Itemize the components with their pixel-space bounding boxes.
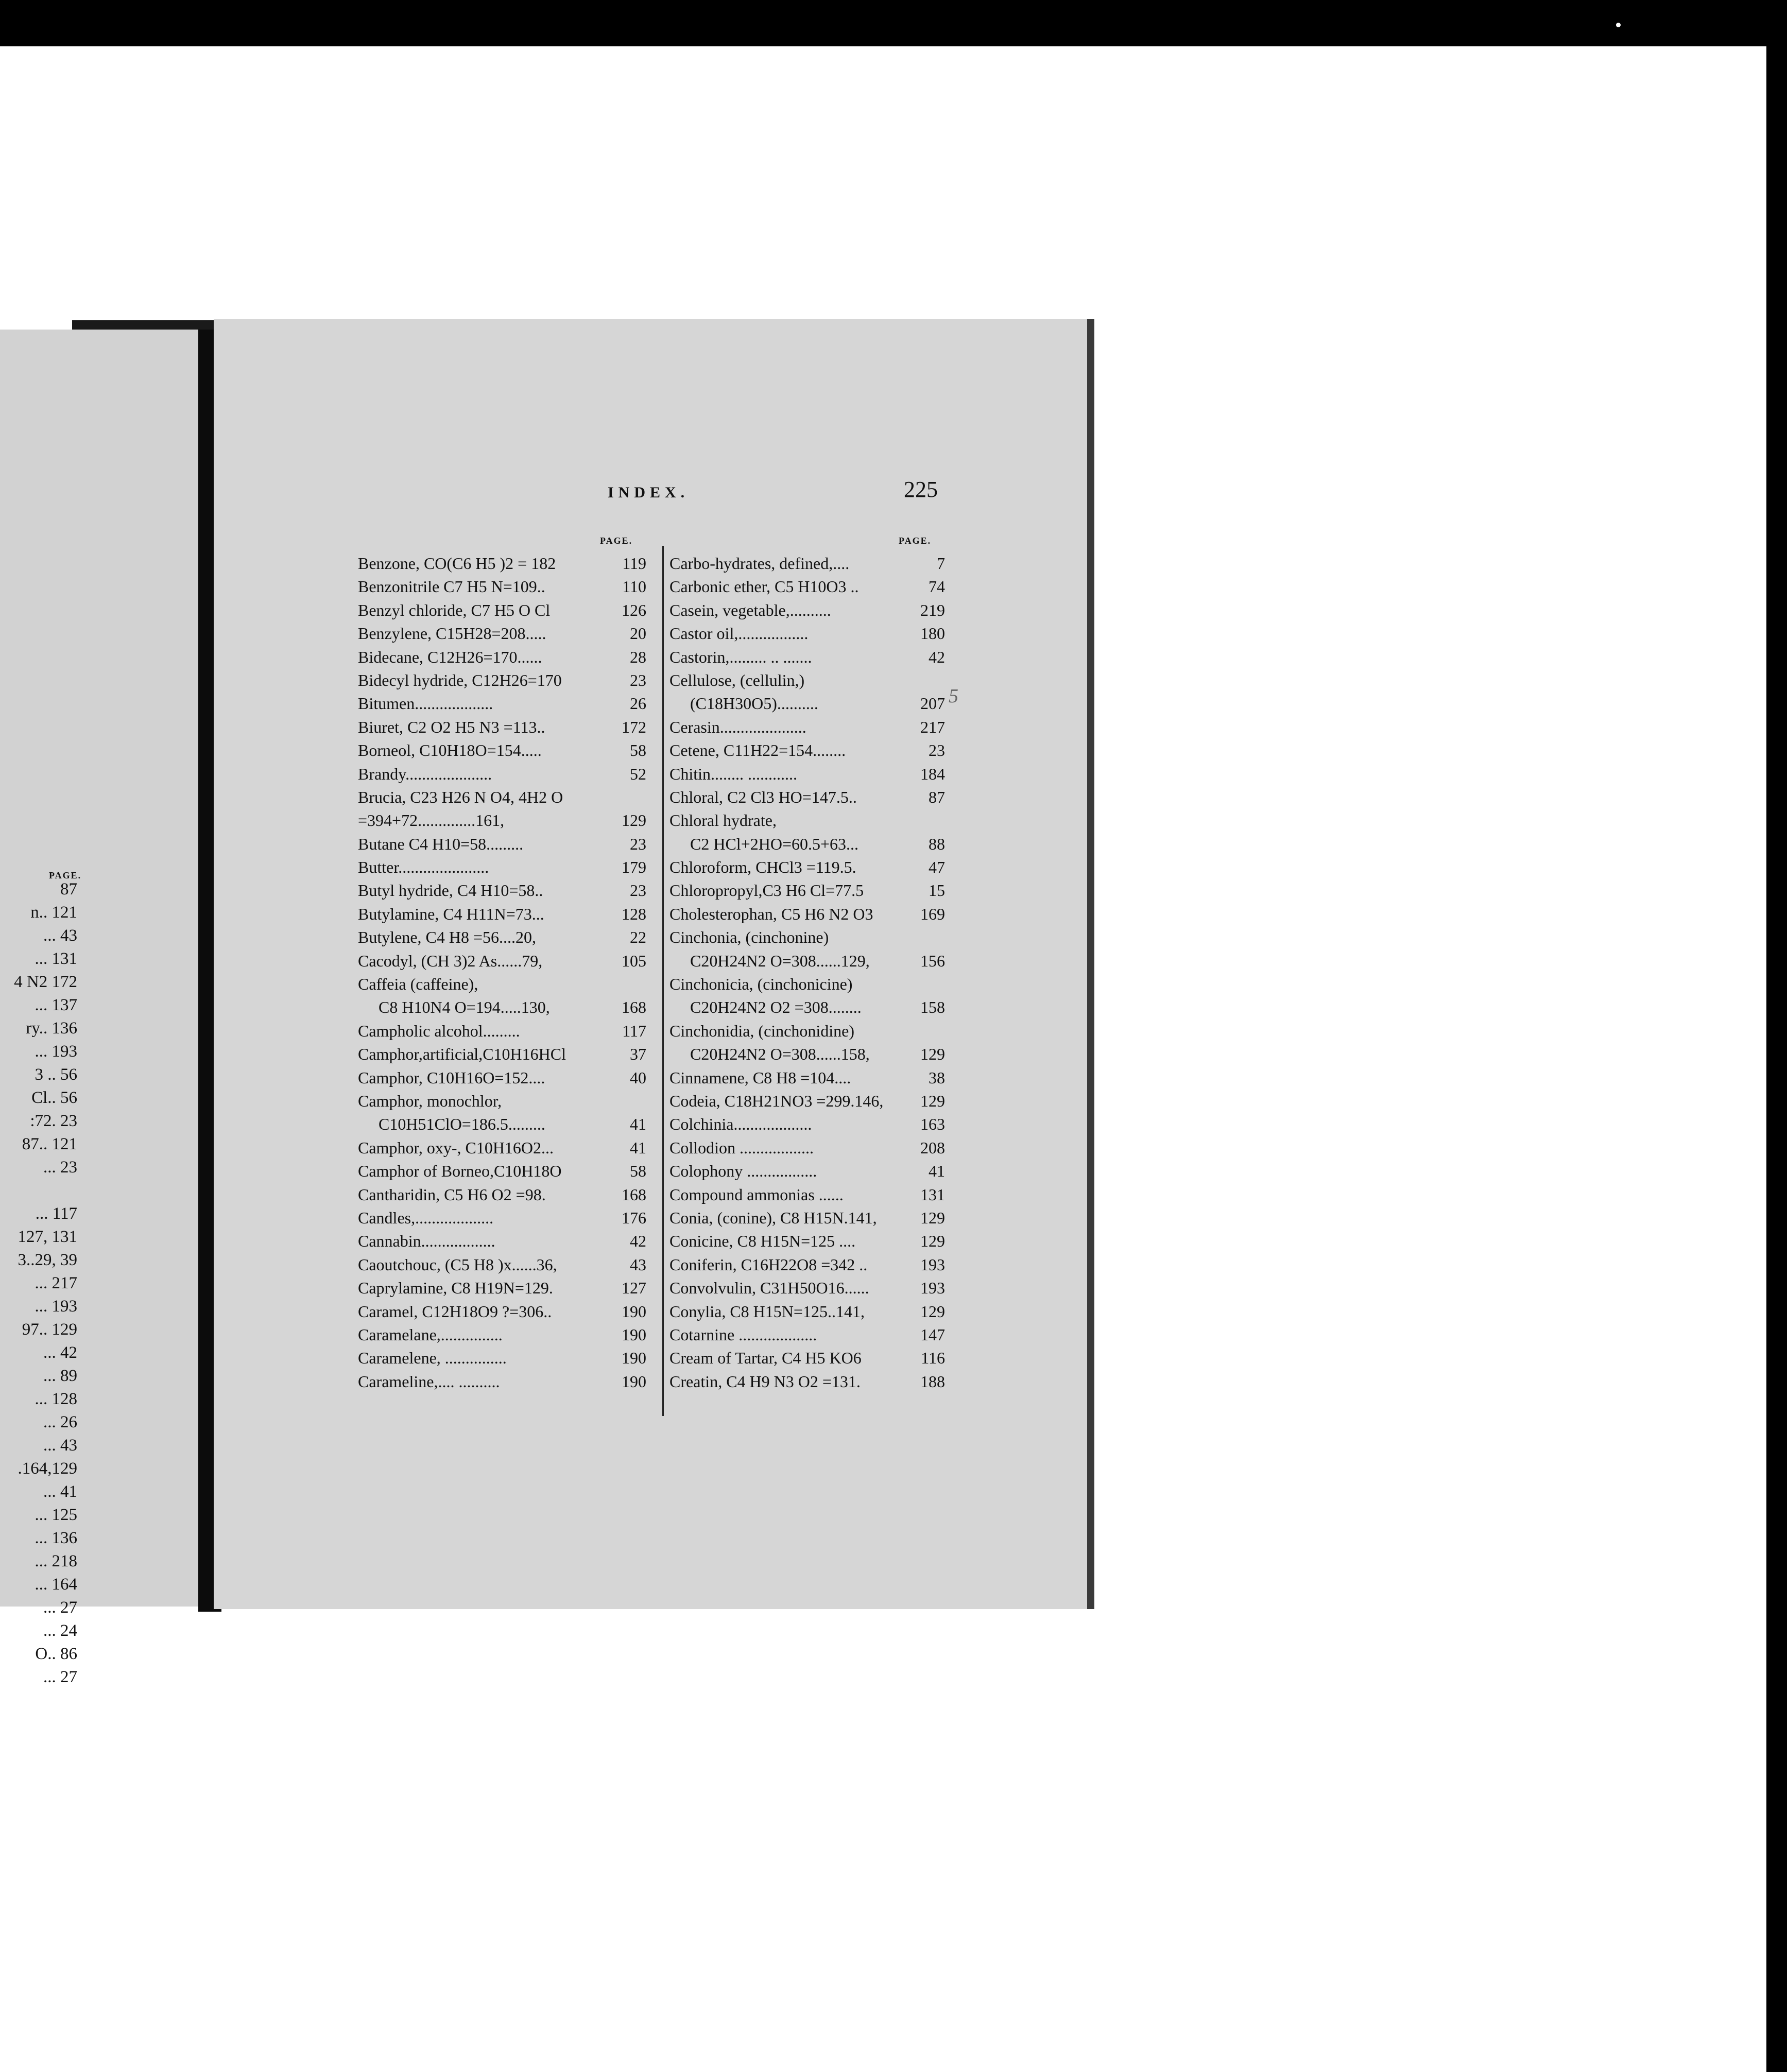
- index-entry: [358, 1230, 646, 1253]
- index-entry-term: Convolvulin, C31H50O16......: [669, 1279, 869, 1298]
- index-entry-page: 105: [622, 951, 646, 970]
- index-entry: [358, 1136, 646, 1160]
- index-entry-page: 190: [622, 1302, 646, 1321]
- index-entry-page: 119: [622, 554, 646, 573]
- left-page-fragment: 87.. 121: [22, 1135, 77, 1153]
- index-entry-term: Butter......................: [358, 858, 489, 877]
- index-entry-term: C20H24N2 O2 =308........: [690, 998, 862, 1017]
- index-entry: [669, 1253, 945, 1276]
- right-column-page-label: PAGE.: [899, 536, 932, 546]
- index-entry-term: Butane C4 H10=58.........: [358, 834, 524, 853]
- index-entry-page: 129: [920, 1302, 945, 1321]
- left-page-fragment: ... 128: [35, 1390, 77, 1408]
- left-page-fragment: O.. 86: [35, 1645, 77, 1663]
- index-entry-page: [911, 1020, 945, 1043]
- index-entry-page: 28: [630, 647, 646, 666]
- left-page-fragment: ... 217: [35, 1274, 77, 1292]
- index-entry-term: Benzonitrile C7 H5 N=109..: [358, 577, 545, 596]
- index-entry: [669, 903, 945, 926]
- index-entry: [669, 786, 945, 809]
- index-entry-page: 47: [929, 858, 945, 877]
- index-entry: [669, 739, 945, 762]
- index-entry-page: 128: [622, 904, 646, 923]
- index-entry-term: Codeia, C18H21NO3 =299.146,: [669, 1091, 884, 1110]
- index-entry-term: Brandy.....................: [358, 764, 492, 783]
- index-entry: [358, 903, 646, 926]
- index-entry-term: Cantharidin, C5 H6 O2 =98.: [358, 1185, 546, 1204]
- index-entry: [358, 833, 646, 856]
- index-entry-page: 117: [622, 1021, 646, 1040]
- index-entry-term: Cellulose, (cellulin,): [669, 670, 805, 689]
- index-entry-page: 168: [622, 1185, 646, 1204]
- left-page-fragment: ... 43: [43, 1436, 77, 1455]
- index-entry-page: 43: [630, 1255, 646, 1274]
- index-entry-page: [612, 973, 646, 996]
- index-entry: [669, 575, 945, 598]
- index-entry-term: Camphor, monochlor,: [358, 1091, 502, 1110]
- index-entry-page: 190: [622, 1325, 646, 1344]
- index-entry-page: 38: [929, 1068, 945, 1087]
- index-entry: [669, 716, 945, 739]
- index-entry-term: C20H24N2 O=308......158,: [690, 1045, 870, 1064]
- running-head: INDEX.: [608, 484, 690, 501]
- index-entry-term: (C18H30O5)..........: [690, 694, 818, 713]
- index-entry: [669, 1370, 945, 1393]
- index-entry-page: 190: [622, 1372, 646, 1391]
- index-column-left: [358, 552, 646, 1393]
- index-entry-page: 168: [622, 998, 646, 1017]
- index-entry-term: Cinchonicia, (cinchonicine): [669, 975, 853, 994]
- index-entry-page: [911, 669, 945, 692]
- handwritten-margin-note: 5: [949, 685, 958, 707]
- index-entry: [669, 1020, 945, 1043]
- index-entry: [358, 716, 646, 739]
- index-entry-term: C10H51ClO=186.5.........: [379, 1115, 545, 1134]
- left-page-fragment: 3 .. 56: [35, 1065, 77, 1084]
- index-entry-term: Bidecyl hydride, C12H26=170: [358, 670, 562, 689]
- index-entry-page: 20: [630, 624, 646, 643]
- index-entry: [669, 1206, 945, 1230]
- page-number: 225: [904, 477, 938, 502]
- index-entry: [358, 879, 646, 902]
- index-entry-page: 88: [929, 834, 945, 853]
- index-entry-page: 126: [622, 600, 646, 619]
- index-entry: [358, 1183, 646, 1206]
- index-entry-page: 37: [630, 1045, 646, 1064]
- index-entry: [358, 949, 646, 973]
- index-entry: [358, 1160, 646, 1183]
- index-entry: [358, 973, 646, 996]
- index-entry: [669, 1160, 945, 1183]
- index-entry-page: 184: [920, 764, 945, 783]
- index-entry-term: Butyl hydride, C4 H10=58..: [358, 881, 543, 900]
- index-entry: [669, 879, 945, 902]
- index-entry-term: Conicine, C8 H15N=125 ....: [669, 1232, 856, 1251]
- index-entry-term: Caprylamine, C8 H19N=129.: [358, 1279, 553, 1298]
- index-entry-page: 116: [921, 1349, 945, 1368]
- index-entry-page: 129: [920, 1232, 945, 1251]
- index-entry-term: Carbonic ether, C5 H10O3 ..: [669, 577, 859, 596]
- index-entry-term: Caoutchouc, (C5 H8 )x......36,: [358, 1255, 557, 1274]
- index-entry-term: Campholic alcohol.........: [358, 1021, 520, 1040]
- left-page-fragment: 3..29, 39: [18, 1251, 77, 1269]
- index-entry-page: 129: [920, 1091, 945, 1110]
- scan-dust-mark: [1616, 23, 1621, 27]
- index-entry-page: [612, 786, 646, 809]
- left-page-fragment: 87: [60, 880, 77, 899]
- left-page-fragment: ... 131: [35, 949, 77, 968]
- left-page-fragment: ... 164: [35, 1575, 77, 1594]
- left-page-fragment: [0, 1179, 77, 1202]
- index-entry: [669, 833, 945, 856]
- index-entry-term: Creatin, C4 H9 N3 O2 =131.: [669, 1372, 861, 1391]
- index-entry-term: Cacodyl, (CH 3)2 As......79,: [358, 951, 543, 970]
- index-entry: [358, 1253, 646, 1276]
- index-entry: [669, 1346, 945, 1370]
- index-entry-term: Cinchonia, (cinchonine): [669, 928, 829, 947]
- index-entry-term: Cannabin..................: [358, 1232, 495, 1251]
- index-entry-page: 23: [630, 834, 646, 853]
- index-entry: [669, 552, 945, 575]
- index-column-right: [669, 552, 945, 1393]
- index-entry-term: Caramel, C12H18O9 ?=306..: [358, 1302, 552, 1321]
- index-entry-page: 207: [920, 694, 945, 713]
- left-page-fragment: ry.. 136: [26, 1019, 77, 1038]
- index-entry-page: 58: [630, 1162, 646, 1181]
- index-entry-page: 176: [622, 1208, 646, 1227]
- index-entry-page: 158: [920, 998, 945, 1017]
- left-page-fragment: ... 125: [35, 1506, 77, 1524]
- left-page-fragment: ... 23: [43, 1158, 77, 1177]
- left-page-fragment: 97.. 129: [22, 1320, 77, 1339]
- index-entry-page: 193: [920, 1255, 945, 1274]
- index-entry: [358, 926, 646, 949]
- index-entry: [669, 1323, 945, 1346]
- index-entry-term: Bitumen...................: [358, 694, 493, 713]
- index-entry: [358, 1276, 646, 1300]
- index-entry: [358, 763, 646, 786]
- index-entry-term: Compound ammonias ......: [669, 1185, 844, 1204]
- index-entry: [669, 856, 945, 879]
- index-entry-page: 42: [630, 1232, 646, 1251]
- left-page-fragment: ... 41: [43, 1482, 77, 1501]
- index-entry-page: 41: [929, 1162, 945, 1181]
- column-divider: [662, 546, 664, 1416]
- index-entry-term: Camphor, oxy-, C10H16O2...: [358, 1138, 554, 1157]
- index-entry: [669, 669, 945, 692]
- index-entry: [669, 646, 945, 669]
- index-entry: [669, 1136, 945, 1160]
- index-entry-term: Chloropropyl,C3 H6 Cl=77.5: [669, 881, 864, 900]
- index-entry: [358, 1020, 646, 1043]
- index-entry: [669, 949, 945, 973]
- left-page-label: PAGE.: [49, 870, 82, 880]
- index-entry-page: 40: [630, 1068, 646, 1087]
- left-page-fragment: ... 27: [43, 1598, 77, 1617]
- index-entry-page: 217: [920, 717, 945, 736]
- index-entry-page: 52: [630, 764, 646, 783]
- index-entry-term: Cinchonidia, (cinchonidine): [669, 1021, 855, 1040]
- left-page-fragment: ... 193: [35, 1042, 77, 1061]
- index-entry-term: Carameline,.... ..........: [358, 1372, 500, 1391]
- right-page: [214, 319, 1094, 1609]
- index-entry-term: Benzylene, C15H28=208.....: [358, 624, 546, 643]
- index-entry: [358, 856, 646, 879]
- index-entry-term: Bidecane, C12H26=170......: [358, 647, 542, 666]
- index-entry-term: Butylamine, C4 H11N=73...: [358, 904, 544, 923]
- left-page-fragment: :72. 23: [30, 1112, 77, 1130]
- index-entry: [669, 926, 945, 949]
- index-entry-page: 131: [920, 1185, 945, 1204]
- index-entry-term: Candles,...................: [358, 1208, 494, 1227]
- left-column-page-label: PAGE.: [600, 536, 633, 546]
- index-entry: [669, 1183, 945, 1206]
- index-entry-page: [612, 1090, 646, 1113]
- index-entry-page: 58: [630, 741, 646, 760]
- index-entry-term: Conia, (conine), C8 H15N.141,: [669, 1208, 877, 1227]
- index-entry-page: 129: [920, 1045, 945, 1064]
- index-entry-term: Cotarnine ...................: [669, 1325, 817, 1344]
- index-entry-term: Camphor of Borneo,C10H18O: [358, 1162, 562, 1181]
- index-entry: [358, 1066, 646, 1090]
- left-page-fragment: ... 89: [43, 1367, 77, 1385]
- index-entry: [669, 1066, 945, 1090]
- index-entry-page: 179: [622, 858, 646, 877]
- index-entry-term: C2 HCl+2HO=60.5+63...: [690, 834, 859, 853]
- index-entry-page: 156: [920, 951, 945, 970]
- index-entry-page: 188: [920, 1372, 945, 1391]
- index-entry: [358, 1323, 646, 1346]
- left-page-fragment: ... 42: [43, 1343, 77, 1362]
- index-entry-page: 23: [630, 670, 646, 689]
- index-entry-page: 74: [929, 577, 945, 596]
- left-page-fragment: ... 117: [35, 1204, 77, 1223]
- index-entry: [669, 1276, 945, 1300]
- index-entry: [669, 973, 945, 996]
- index-entry: [669, 1230, 945, 1253]
- left-page-fragment: ... 137: [35, 996, 77, 1014]
- index-entry-page: [911, 809, 945, 832]
- left-page-fragment: ... 218: [35, 1552, 77, 1570]
- index-entry: [358, 692, 646, 715]
- left-page-fragment: ... 26: [43, 1413, 77, 1431]
- index-entry-page: 22: [630, 928, 646, 947]
- left-page-fragment: ... 24: [43, 1621, 77, 1640]
- index-entry-page: 41: [630, 1115, 646, 1134]
- left-page: [0, 330, 214, 1686]
- index-entry-term: Chloral, C2 Cl3 HO=147.5..: [669, 787, 857, 806]
- index-entry-page: 23: [929, 741, 945, 760]
- left-page-fragment: 127, 131: [18, 1228, 77, 1246]
- left-page-fragment: .164,129: [18, 1459, 77, 1478]
- index-entry-term: Coniferin, C16H22O8 =342 ..: [669, 1255, 868, 1274]
- left-page-fragment: 4 N2 172: [14, 973, 77, 991]
- index-entry-term: Caffeia (caffeine),: [358, 975, 478, 994]
- index-entry: [358, 809, 646, 832]
- index-entry-page: 110: [622, 577, 646, 596]
- index-entry-term: Cream of Tartar, C4 H5 KO6: [669, 1349, 862, 1368]
- index-entry-term: Casein, vegetable,..........: [669, 600, 831, 619]
- index-entry-term: =394+72..............161,: [358, 811, 505, 830]
- index-entry-page: 190: [622, 1349, 646, 1368]
- index-entry-page: 169: [920, 904, 945, 923]
- left-page-fragment: Cl.. 56: [31, 1089, 77, 1107]
- index-entry-page: 208: [920, 1138, 945, 1157]
- index-entry-term: C8 H10N4 O=194.....130,: [379, 998, 550, 1017]
- index-entry-page: 193: [920, 1279, 945, 1298]
- index-entry-page: 15: [929, 881, 945, 900]
- index-entry-page: 147: [920, 1325, 945, 1344]
- index-entry-page: 127: [622, 1279, 646, 1298]
- index-entry-term: Benzone, CO(C6 H5 )2 = 182: [358, 554, 556, 573]
- index-entry: [669, 622, 945, 645]
- index-entry-term: Carbo-hydrates, defined,....: [669, 554, 850, 573]
- index-entry-term: Chloral hydrate,: [669, 811, 777, 830]
- index-entry-term: Cerasin.....................: [669, 717, 806, 736]
- index-entry-term: Colchinia...................: [669, 1115, 812, 1134]
- index-entry-term: Camphor, C10H16O=152....: [358, 1068, 545, 1087]
- index-entry: [669, 1043, 945, 1066]
- left-page-fragment: ... 27: [43, 1668, 77, 1686]
- index-entry: [669, 599, 945, 622]
- index-entry-page: 41: [630, 1138, 646, 1157]
- index-entry: [358, 552, 646, 575]
- index-entry: [669, 996, 945, 1019]
- index-entry-page: [911, 973, 945, 996]
- left-page-fragment: ... 43: [43, 926, 77, 945]
- index-entry: [669, 763, 945, 786]
- left-page-fragment: ... 193: [35, 1297, 77, 1316]
- index-entry-term: Cetene, C11H22=154........: [669, 741, 846, 760]
- index-entry: [669, 809, 945, 832]
- index-entry-term: Benzyl chloride, C7 H5 O Cl: [358, 600, 551, 619]
- index-entry-term: Conylia, C8 H15N=125..141,: [669, 1302, 865, 1321]
- index-entry: [669, 1300, 945, 1323]
- index-entry-page: 7: [937, 554, 945, 573]
- index-entry: [358, 622, 646, 645]
- index-entry-page: 180: [920, 624, 945, 643]
- index-entry: [358, 1043, 646, 1066]
- index-entry-term: Brucia, C23 H26 N O4, 4H2 O: [358, 787, 563, 806]
- index-entry-page: 87: [929, 787, 945, 806]
- index-entry: [669, 1090, 945, 1113]
- index-entry-page: [911, 926, 945, 949]
- left-page-fragments: [0, 878, 77, 1689]
- index-entry-page: 163: [920, 1115, 945, 1134]
- index-entry: [358, 599, 646, 622]
- index-entry-term: Cholesterophan, C5 H6 N2 O3: [669, 904, 873, 923]
- index-entry-page: 23: [630, 881, 646, 900]
- index-entry-term: Biuret, C2 O2 H5 N3 =113..: [358, 717, 545, 736]
- index-entry-term: Caramelene, ...............: [358, 1349, 507, 1368]
- index-entry: [358, 1090, 646, 1113]
- index-entry: [358, 1370, 646, 1393]
- index-entry: [358, 1300, 646, 1323]
- index-entry-term: Chloroform, CHCl3 =119.5.: [669, 858, 856, 877]
- index-entry-term: Colophony .................: [669, 1162, 817, 1181]
- index-entry-term: Collodion ..................: [669, 1138, 814, 1157]
- index-entry-page: 219: [920, 600, 945, 619]
- index-entry-term: C20H24N2 O=308......129,: [690, 951, 870, 970]
- index-entry-term: Cinnamene, C8 H8 =104....: [669, 1068, 851, 1087]
- index-entry: [358, 1346, 646, 1370]
- left-page-fragment: n.. 121: [30, 903, 77, 922]
- index-entry-term: Castor oil,.................: [669, 624, 809, 643]
- index-entry: [669, 1113, 945, 1136]
- index-entry: [358, 786, 646, 809]
- index-entry: [358, 1113, 646, 1136]
- index-entry: [358, 669, 646, 692]
- index-entry: [669, 692, 945, 715]
- index-entry-page: 42: [929, 647, 945, 666]
- index-entry: [358, 575, 646, 598]
- index-entry-term: Butylene, C4 H8 =56....20,: [358, 928, 537, 947]
- index-entry-term: Castorin,......... .. .......: [669, 647, 812, 666]
- index-entry-page: 129: [920, 1208, 945, 1227]
- index-entry: [358, 739, 646, 762]
- index-entry-page: 26: [630, 694, 646, 713]
- index-entry: [358, 646, 646, 669]
- index-entry-page: 172: [622, 717, 646, 736]
- index-entry: [358, 996, 646, 1019]
- index-entry-term: Chitin........ ............: [669, 764, 798, 783]
- index-entry-page: 129: [622, 811, 646, 830]
- index-entry-term: Borneol, C10H18O=154.....: [358, 741, 542, 760]
- left-page-fragment: ... 136: [35, 1529, 77, 1547]
- index-entry-term: Caramelane,...............: [358, 1325, 503, 1344]
- scan-top-border: [0, 0, 1787, 46]
- index-entry: [358, 1206, 646, 1230]
- index-entry-term: Camphor,artificial,C10H16HCl: [358, 1045, 566, 1064]
